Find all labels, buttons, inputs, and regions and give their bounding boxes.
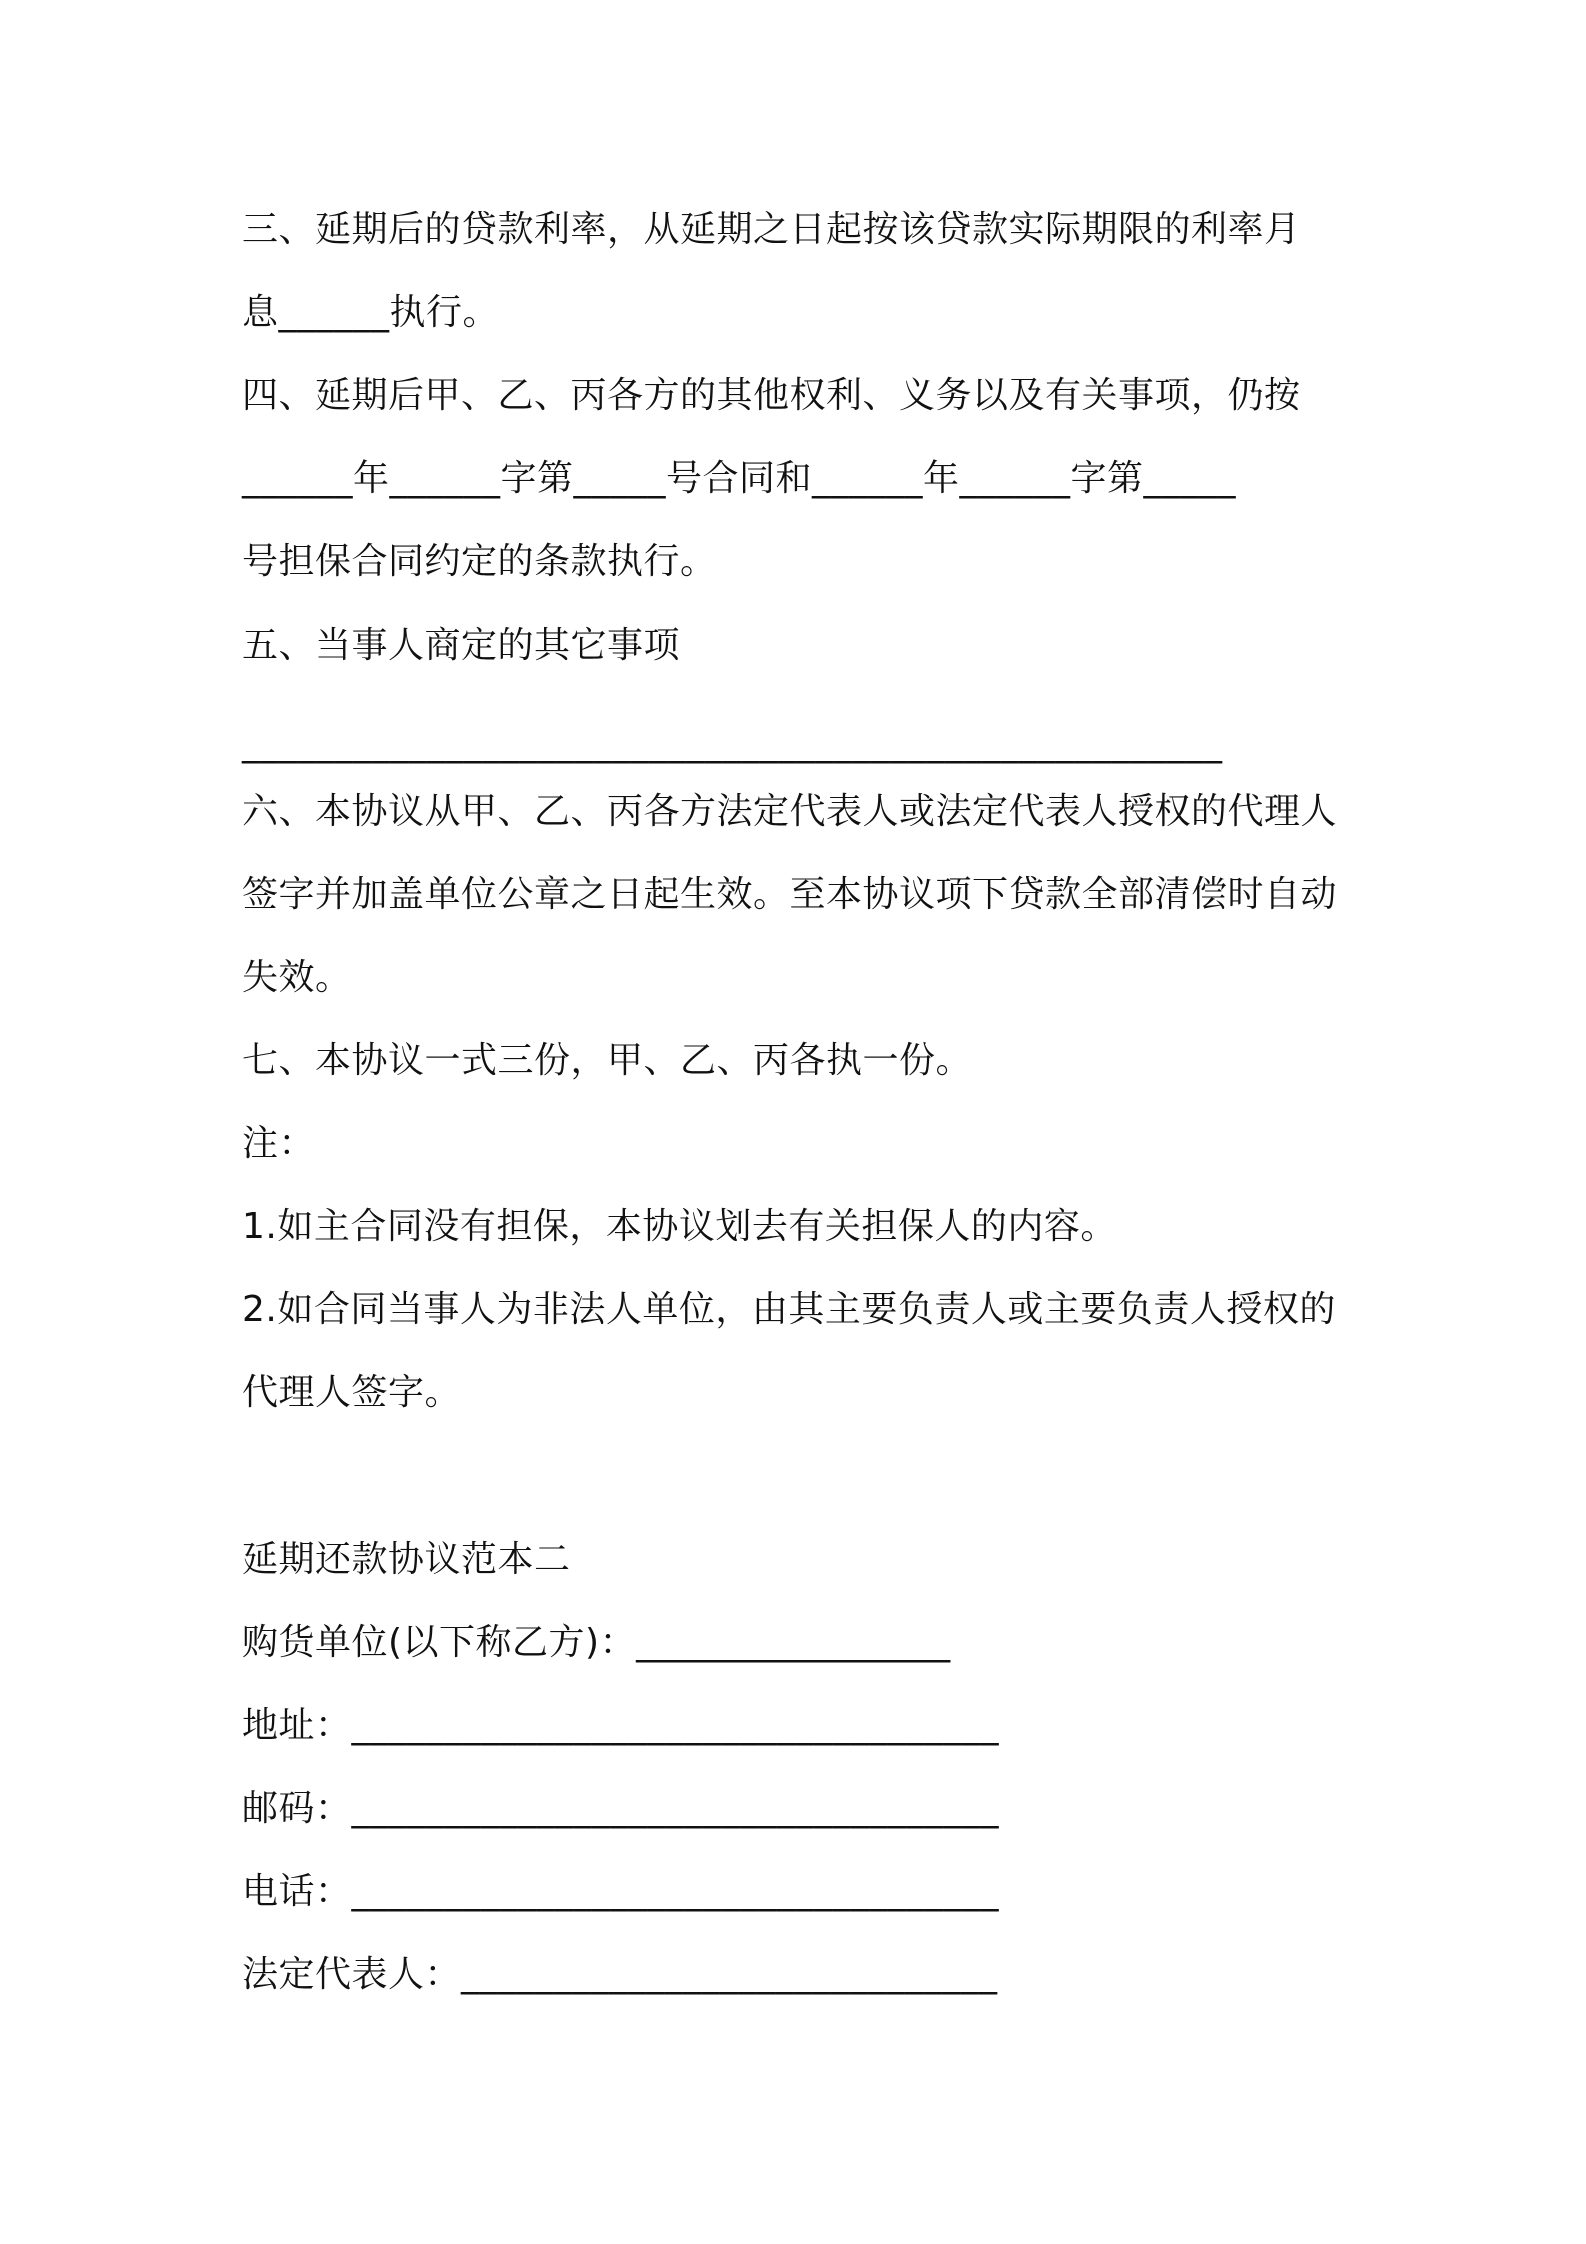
clause-5-heading: 五、当事人商定的其它事项	[242, 625, 681, 666]
note-2-line-1: 2.如合同当事人为非法人单位，由其主要负责人或主要负责人授权的	[242, 1289, 1336, 1330]
clause-4-line-3: 号担保合同约定的条款执行。	[242, 541, 717, 582]
note-heading: 注：	[242, 1123, 316, 1164]
clause-3-line-1: 三、延期后的贷款利率，从延期之日起按该贷款实际期限的利率月	[242, 209, 1301, 250]
buyer-unit-field: 购货单位(以下称乙方)：_________________	[242, 1622, 951, 1663]
note-2-line-2: 代理人签字。	[242, 1372, 462, 1413]
note-1: 1.如主合同没有担保，本协议划去有关担保人的内容。	[242, 1206, 1117, 1247]
clause-5-blank-line: _____________________________________________________	[242, 723, 1223, 764]
clause-3-line-2: 息______执行。	[242, 292, 500, 333]
clause-6-line-3: 失效。	[242, 957, 352, 998]
template-2-title: 延期还款协议范本二	[242, 1539, 571, 1580]
clause-4-line-2: ______年______字第_____号合同和______年______字第_____	[242, 458, 1237, 499]
postcode-field: 邮码：___________________________________	[242, 1788, 1000, 1829]
clause-6-line-2: 签字并加盖单位公章之日起生效。至本协议项下贷款全部清偿时自动	[242, 874, 1338, 915]
legal-representative-field: 法定代表人：_____________________________	[242, 1954, 998, 1995]
clause-4-line-1: 四、延期后甲、乙、丙各方的其他权利、义务以及有关事项，仍按	[242, 375, 1301, 416]
clause-7: 七、本协议一式三份，甲、乙、丙各执一份。	[242, 1040, 973, 1081]
address-field: 地址：___________________________________	[242, 1705, 1000, 1746]
clause-6-line-1: 六、本协议从甲、乙、丙各方法定代表人或法定代表人授权的代理人	[242, 791, 1338, 832]
phone-field: 电话：___________________________________	[242, 1871, 1000, 1912]
